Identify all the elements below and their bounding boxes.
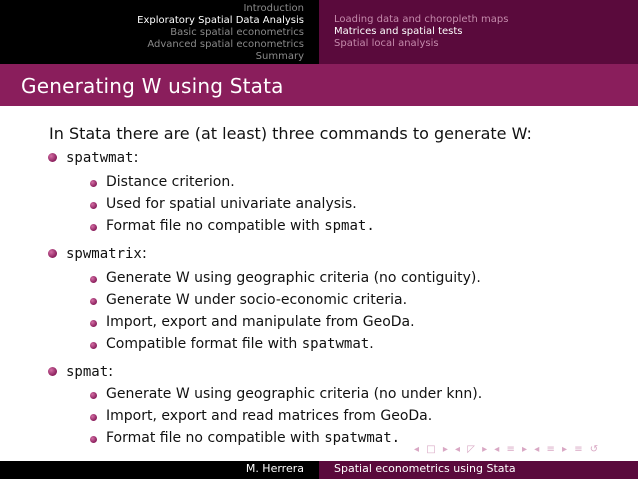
intro-text: In Stata there are (at least) three commands to generate W: [49,124,532,143]
list-item-text: Compatible format file with [106,336,302,352]
list-item-tail: . [369,336,374,352]
bullet-icon [48,153,57,162]
nav-subsection-matrices[interactable]: Matrices and spatial tests [334,26,463,37]
list-item [106,386,482,402]
beamer-navigation-icons[interactable]: ◂ □ ▸ ◂ ◸ ▸ ◂ ≡ ▸ ◂ ≡ ▸ ≡ ↺ [414,444,601,455]
bullet-icon [90,342,97,349]
list-item [106,430,400,446]
bullet-icon [90,202,97,209]
list-item-text: Format file no compatible with [106,218,325,234]
list-item [106,408,432,424]
command-suffix: : [108,362,114,380]
list-item [106,314,415,330]
code-text: spatwmat [301,336,370,352]
bullet-icon [90,298,97,305]
list-item [106,270,481,286]
nav-subsection-loading[interactable]: Loading data and choropleth maps [334,14,509,25]
command-item-spwmatrix [66,244,147,262]
command-suffix: : [141,244,147,262]
list-item-text: Import, export and read matrices from GeoDa. [106,408,433,424]
nav-section-advanced[interactable]: Advanced spatial econometrics [147,39,304,50]
nav-section-summary[interactable]: Summary [255,51,304,62]
command-name: spmat [66,364,109,380]
bullet-icon [48,367,57,376]
command-item-spatwmat [66,148,139,166]
list-item-text: Generate W using geographic criteria (no contiguity). [106,270,481,286]
nav-section-introduction[interactable]: Introduction [243,3,304,14]
list-item-text: Import, export and manipulate from GeoDa. [106,314,415,330]
list-item-text: Generate W under socio-economic criteria. [106,292,408,308]
bullet-icon [90,180,97,187]
list-item [106,292,407,308]
list-item-text: Used for spatial univariate analysis. [106,196,357,212]
bullet-icon [90,436,97,443]
command-name: spwmatrix [66,246,142,262]
footer-author: M. Herrera [245,462,304,475]
bullet-icon [90,320,97,327]
list-item [106,174,235,190]
list-item [106,196,357,212]
command-suffix: : [133,148,139,166]
bullet-icon [48,249,57,258]
code-text: spmat. [324,218,375,234]
nav-section-esda[interactable]: Exploratory Spatial Data Analysis [137,15,304,26]
section-nav [0,3,304,63]
list-item [106,218,375,234]
code-text: spatwmat. [324,430,401,446]
subsection-nav [334,14,508,50]
nav-subsection-local[interactable]: Spatial local analysis [334,38,439,49]
command-item-spmat [66,362,113,380]
list-item-text: Generate W using geographic criteria (no under knn). [106,386,483,402]
list-item-text: Format file no compatible with [106,430,325,446]
list-item-text: Distance criterion. [106,174,235,190]
footer-title: Spatial econometrics using Stata [334,462,516,475]
bullet-icon [90,276,97,283]
command-name: spatwmat [66,150,134,166]
bullet-icon [90,224,97,231]
slide-title: Generating W using Stata [21,74,284,98]
nav-section-basic[interactable]: Basic spatial econometrics [170,27,304,38]
bullet-icon [90,414,97,421]
list-item [106,336,374,352]
bullet-icon [90,392,97,399]
